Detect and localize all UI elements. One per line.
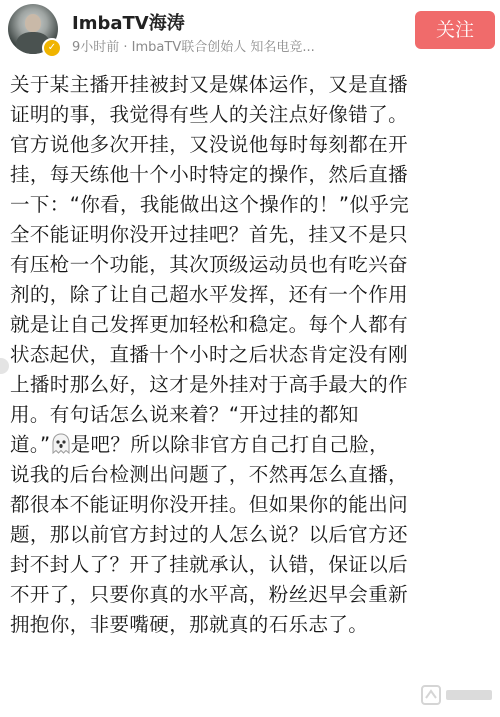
post-text-line: 剂的，除了让自己超水平发挥，还有一个作用 — [10, 283, 409, 306]
post-meta: 9小时前 · ImbaTV联合创始人 知名电竞... — [72, 40, 315, 55]
post-text-line: 一下：“你看，我能做出这个操作的！”似乎完 — [10, 193, 410, 216]
post-text-segment: 道。” — [10, 433, 51, 456]
post-text-segment: 是吧？所以除非官方自己打自己脸， — [70, 433, 389, 456]
watermark-logo-icon — [420, 680, 496, 710]
post-body — [10, 70, 496, 640]
post-text-line: 拥抱你，非要嘴硬，那就真的石乐志了。 — [10, 613, 369, 636]
post-text-line: 就是让自己发挥更加轻松和稳定。每个人都有 — [10, 313, 409, 336]
verified-badge-icon: ✓ — [42, 38, 62, 58]
post-text-line-with-emoji — [10, 430, 496, 460]
ghost-emoji-icon — [51, 433, 71, 455]
post-text-line: 用。有句话怎么说来着？“开过挂的都知 — [10, 403, 359, 426]
post-text-line: 证明的事，我觉得有些人的关注点好像错了。 — [10, 103, 409, 126]
post-text-line: 有压枪一个功能，其次顶级运动员也有吃兴奋 — [10, 253, 409, 276]
post-text-line: 不开了，只要你真的水平高，粉丝迟早会重新 — [10, 583, 409, 606]
follow-button[interactable]: 关注 — [415, 11, 495, 49]
post-header — [0, 0, 500, 62]
post-text-line: 状态起伏，直播十个小时之后状态肯定没有刚 — [10, 343, 409, 366]
post-text-line: 上播时那么好，这才是外挂对于高手最大的作 — [10, 373, 409, 396]
post-text-line: 题，那以前官方封过的人怎么说？以后官方还 — [10, 523, 409, 546]
post-text-line: 说我的后台检测出问题了，不然再怎么直播， — [10, 463, 409, 486]
avatar-head — [25, 14, 41, 32]
post-text-line: 封不封人了？开了挂就承认，认错，保证以后 — [10, 553, 409, 576]
post-text-line: 官方说他多次开挂，又没说他每时每刻都在开 — [10, 133, 409, 156]
post-text-line: 全不能证明你没开过挂吧？首先，挂又不是只 — [10, 223, 409, 246]
username[interactable]: ImbaTV海涛 — [72, 13, 185, 34]
post-text-line: 都很本不能证明你没开挂。但如果你的能出问 — [10, 493, 409, 516]
side-edge-tab — [0, 358, 9, 374]
post-text-line: 挂，每天练他十个小时特定的操作，然后直播 — [10, 163, 409, 186]
post-text-line: 关于某主播开挂被封又是媒体运作，又是直播 — [10, 73, 409, 96]
